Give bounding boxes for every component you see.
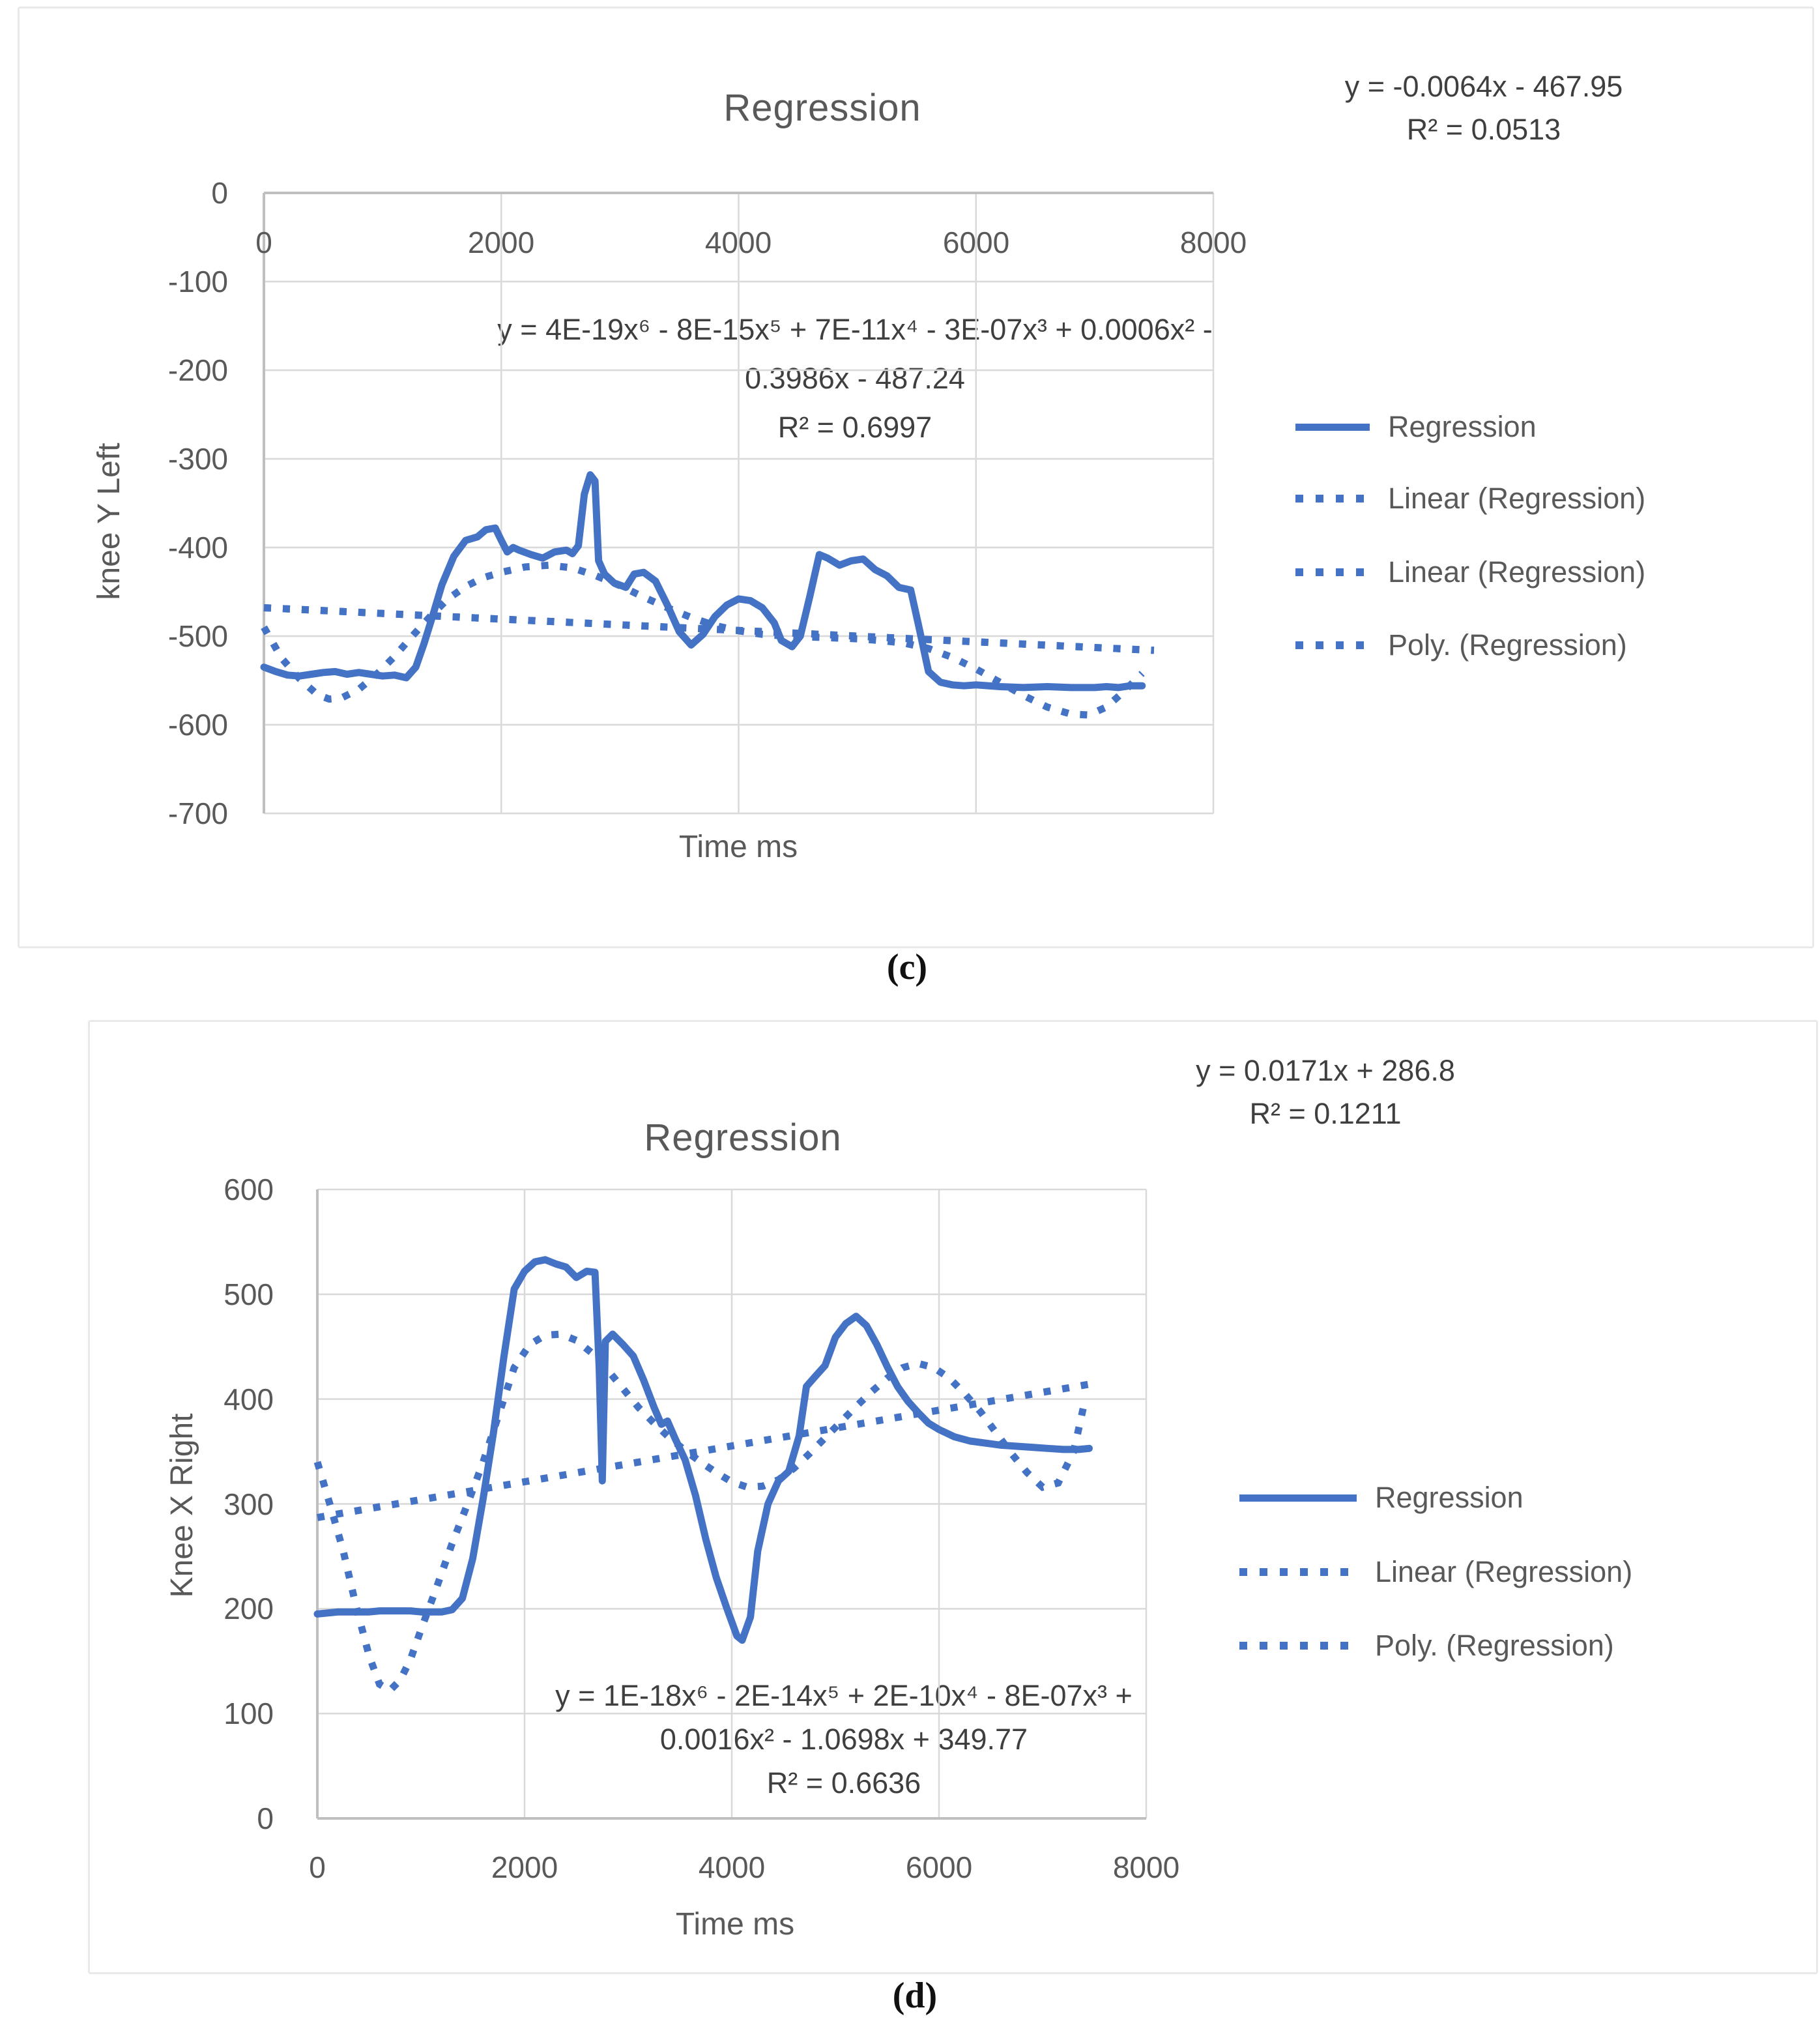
chart-d-legend [1239, 1478, 1632, 1665]
chart-c-xtick-2000: 2000 [467, 226, 535, 259]
chart-c-legend [1295, 407, 1645, 665]
chart-d-plot [317, 1189, 1146, 1818]
chart-d-ytick-500: 500 [224, 1277, 274, 1311]
chart-d-ytick-600: 600 [224, 1173, 274, 1206]
legend-item-regression: Regression [1239, 1478, 1632, 1517]
chart-c-ytick--300: -300 [167, 442, 228, 476]
chart-d-xtick-4000: 4000 [698, 1850, 766, 1884]
chart-c-poly-r2: R² = 0.6997 [777, 411, 932, 444]
chart-d-xlabel: Time ms [675, 1907, 795, 1942]
chart-d-ytick-400: 400 [224, 1382, 274, 1416]
caption-d: (d) [892, 1975, 938, 2016]
chart-d-ytick-300: 300 [224, 1487, 274, 1521]
chart-c-ytick--400: -400 [167, 531, 228, 564]
chart-c-ylabel: knee Y Left [92, 443, 126, 600]
chart-d-xtick-8000: 8000 [1112, 1850, 1180, 1884]
legend-item-poly: Poly. (Regression) [1239, 1626, 1632, 1665]
chart-c-xlabel: Time ms [678, 830, 798, 864]
dotted-line-sample-icon [1295, 641, 1370, 649]
chart-d-ylabel: Knee X Right [165, 1413, 199, 1598]
chart-c-poly-equation-line1: y = 4E-19x⁶ - 8E-15x⁵ + 7E-11x⁴ - 3E-07x³ + 0.0006x² - [497, 313, 1213, 346]
chart-c-title: Regression [723, 87, 921, 129]
chart-c-xtick-6000: 6000 [942, 226, 1010, 259]
chart-c-ytick--700: -700 [167, 796, 228, 830]
legend-item-linear-1: Linear (Regression) [1295, 479, 1645, 518]
chart-c-ytick-0: 0 [211, 176, 228, 210]
chart-c-ytick--200: -200 [167, 353, 228, 387]
chart-c-ytick--600: -600 [167, 708, 228, 742]
legend-item-regression: Regression [1295, 407, 1645, 446]
chart-c-linear-r2: R² = 0.0513 [1406, 113, 1561, 146]
chart-d-poly-equation-line1: y = 1E-18x⁶ - 2E-14x⁵ + 2E-10x⁴ - 8E-07x³ + [555, 1679, 1133, 1712]
chart-c-xtick-0: 0 [255, 226, 272, 259]
solid-line-sample-icon [1239, 1494, 1357, 1502]
chart-d-xtick-2000: 2000 [491, 1850, 558, 1884]
chart-d-ytick-100: 100 [224, 1697, 274, 1730]
dotted-line-sample-icon [1295, 495, 1370, 503]
chart-d-ytick-0: 0 [257, 1801, 274, 1835]
legend-item-linear-2: Linear (Regression) [1295, 553, 1645, 592]
chart-c-plot [264, 193, 1213, 813]
chart-d-xtick-6000: 6000 [905, 1850, 973, 1884]
chart-d-ytick-200: 200 [224, 1592, 274, 1625]
chart-c-ytick--100: -100 [167, 265, 228, 299]
chart-d-linear-r2: R² = 0.1211 [1249, 1097, 1402, 1130]
chart-c-xtick-4000: 4000 [704, 226, 772, 259]
chart-c-poly-equation-line2: 0.3986x - 487.24 [745, 362, 965, 395]
dotted-line-sample-icon [1239, 1642, 1357, 1650]
chart-d-linear-equation [1130, 1049, 1521, 1135]
chart-d-linear-equation-line1: y = 0.0171x + 286.8 [1196, 1054, 1455, 1087]
chart-c-ytick--500: -500 [167, 619, 228, 653]
caption-c: (c) [886, 947, 928, 987]
chart-d-poly-equation-line2: 0.0016x² - 1.0698x + 349.77 [659, 1723, 1028, 1756]
chart-d-xtick-0: 0 [309, 1850, 326, 1884]
legend-item-poly: Poly. (Regression) [1295, 626, 1645, 665]
dotted-line-sample-icon [1295, 568, 1370, 576]
chart-c-xtick-8000: 8000 [1179, 226, 1247, 259]
chart-c-linear-equation-line1: y = -0.0064x - 467.95 [1344, 70, 1623, 103]
dotted-line-sample-icon [1239, 1568, 1357, 1576]
chart-c-linear-equation [1288, 65, 1679, 151]
legend-item-linear: Linear (Regression) [1239, 1552, 1632, 1592]
solid-line-sample-icon [1295, 424, 1370, 431]
chart-d-poly-r2: R² = 0.6636 [766, 1766, 921, 1800]
chart-d-title: Regression [644, 1116, 842, 1159]
